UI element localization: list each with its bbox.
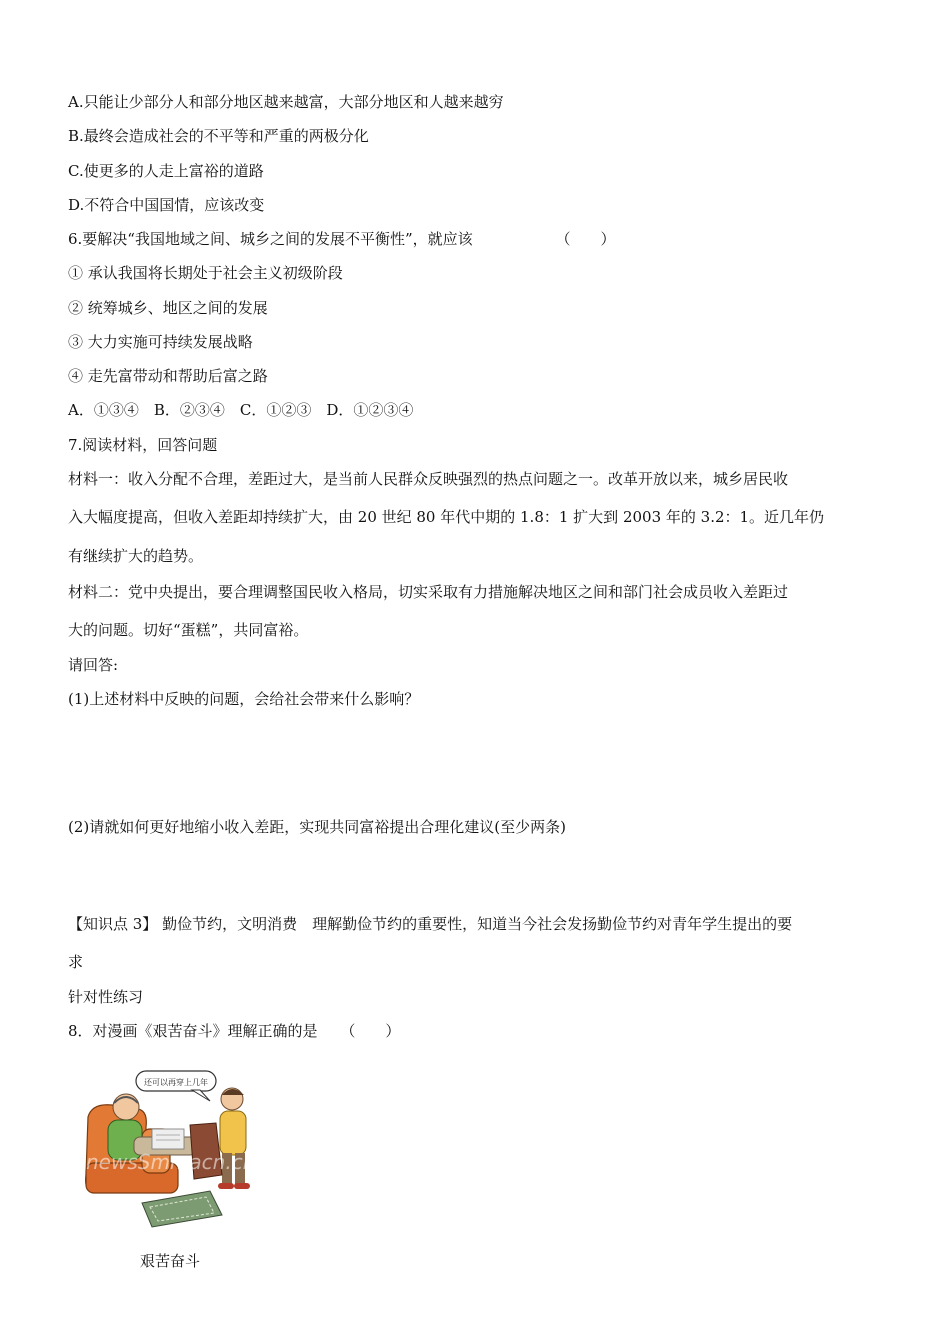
kp3-heading: 【知识点 3】 勤俭节约，文明消费 理解勤俭节约的重要性，知道当今社会发扬勤俭节约对青年学生提出的要 — [68, 915, 793, 933]
q7-ask: 请回答: — [68, 656, 119, 674]
q6-item-4: ④ 走先富带动和帮助后富之路 — [68, 367, 268, 385]
q5-option-d: D.不符合中国国情，应该改变 — [68, 196, 265, 214]
q6-item-3: ③ 大力实施可持续发展战略 — [68, 333, 253, 351]
q5-option-b: B.最终会造成社会的不平等和严重的两极分化 — [68, 127, 369, 145]
q7-material1-line1: 材料一：收入分配不合理，差距过大，是当前人民群众反映强烈的热点问题之一。改革开放以来，城乡居民收 — [68, 470, 789, 488]
q8-answer-bracket: （ ） — [340, 1022, 401, 1040]
q5-option-c: C.使更多的人走上富裕的道路 — [68, 162, 264, 180]
speech-bubble-text: 还可以再穿上几年 — [144, 1078, 208, 1087]
q7-sub1: (1)上述材料中反映的问题，会给社会带来什么影响？ — [68, 690, 420, 708]
cartoon-illustration — [82, 1065, 272, 1235]
q6-item-2: ② 统筹城乡、地区之间的发展 — [68, 299, 268, 317]
kp3-heading-cont: 求 — [68, 953, 84, 971]
practice-label: 针对性练习 — [68, 988, 144, 1006]
q7-material1-line3: 有继续扩大的趋势。 — [68, 547, 204, 565]
q6-stem — [68, 229, 615, 249]
q7-sub2: (2)请就如何更好地缩小收入差距，实现共同富裕提出合理化建议(至少两条) — [68, 818, 566, 836]
q8-stem — [68, 1021, 400, 1041]
q6-choices: A．①③④ B．②③④ C．①②③ D．①②③④ — [68, 401, 414, 419]
watermark-text: newsSmmacn.cn — [86, 1150, 256, 1174]
q8-stem-text: 8．对漫画《艰苦奋斗》理解正确的是 — [68, 1022, 318, 1040]
q6-stem-text: 6.要解决“我国地域之间、城乡之间的发展不平衡性”，就应该 — [68, 230, 473, 248]
q6-answer-bracket: （ ） — [555, 230, 616, 248]
q5-option-a: A.只能让少部分人和部分地区越来越富，大部分地区和人越来越穷 — [68, 93, 504, 111]
q7-material1-line2: 入大幅度提高，但收入差距却持续扩大，由 20 世纪 80 年代中期的 1.8：1 扩大到 2003 年的 3.2：1。近几年仍 — [68, 508, 825, 526]
q6-item-1: ① 承认我国将长期处于社会主义初级阶段 — [68, 264, 343, 282]
cartoon-caption: 艰苦奋斗 — [140, 1252, 201, 1270]
q7-stem: 7.阅读材料，回答问题 — [68, 436, 218, 454]
q7-material2-line1: 材料二：党中央提出，要合理调整国民收入格局，切实采取有力措施解决地区之间和部门社会成员收入差距过 — [68, 583, 789, 601]
q7-material2-line2: 大的问题。切好“蛋糕”，共同富裕。 — [68, 621, 309, 639]
